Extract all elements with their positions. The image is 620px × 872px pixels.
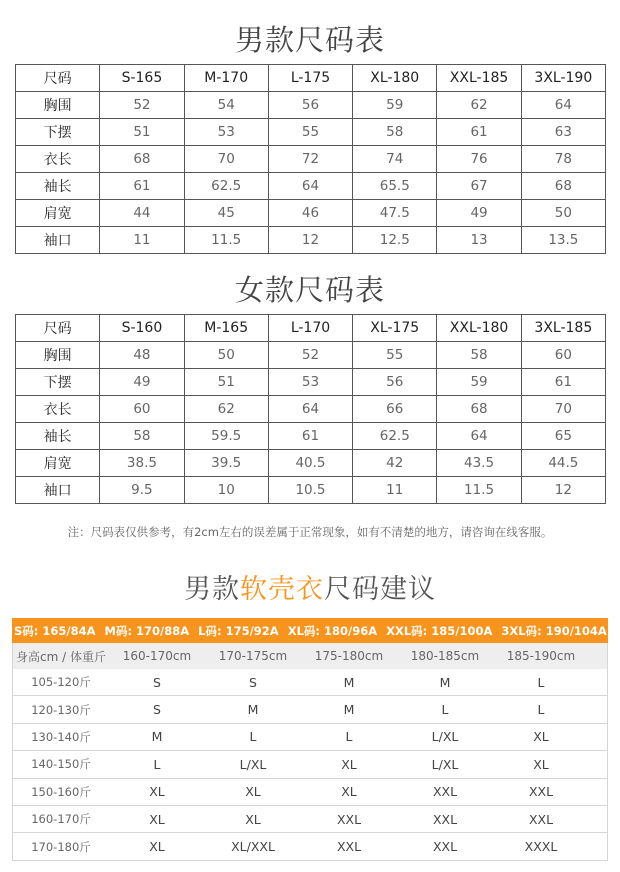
table-row	[16, 423, 606, 450]
table-cell: 10	[184, 477, 268, 504]
table-cell: S	[153, 702, 161, 718]
header-cell: XXL-180	[437, 315, 521, 342]
table-cell: 68	[437, 396, 521, 423]
table-cell: M	[247, 702, 259, 718]
row-label: 衣长	[16, 396, 100, 423]
table-cell: L	[153, 756, 161, 772]
table-cell: 53	[268, 369, 352, 396]
table-row	[16, 369, 606, 396]
table-cell: S	[153, 674, 161, 690]
table-row	[16, 477, 606, 504]
table-row	[13, 779, 607, 806]
table-cell: 51	[100, 119, 184, 146]
header-cell: M-165	[184, 315, 268, 342]
table-cell: XL	[245, 811, 261, 827]
table-cell: 65	[521, 423, 605, 450]
table-cell: 62	[184, 396, 268, 423]
table-cell: 61	[521, 369, 605, 396]
table-cell: XL	[149, 839, 165, 855]
table-row	[16, 227, 606, 254]
table-cell: M	[439, 674, 451, 690]
row-label: 105-120斤	[31, 675, 91, 690]
header-cell: L-170	[268, 315, 352, 342]
header-cell: 180-185cm	[410, 649, 480, 663]
table-cell: 52	[268, 342, 352, 369]
table-cell: 58	[353, 119, 437, 146]
table-cell: 60	[100, 396, 184, 423]
size-code: S码: 165/84A	[14, 623, 96, 638]
header-cell: 3XL-185	[521, 315, 605, 342]
header-cell: M-170	[184, 65, 268, 92]
size-code: XL码: 180/96A	[287, 623, 378, 638]
size-code: XXL码: 185/100A	[386, 623, 493, 638]
table-cell: 59	[353, 92, 437, 119]
header-cell: 尺码	[16, 65, 100, 92]
table-cell: L	[537, 702, 545, 718]
table-cell: XL	[533, 756, 549, 772]
row-label: 下摆	[16, 119, 100, 146]
header-cell: 身高cm / 体重斤	[16, 649, 106, 664]
table-row	[13, 669, 607, 696]
table-row	[16, 173, 606, 200]
recommendation-title	[0, 567, 620, 606]
header-cell: 160-170cm	[122, 649, 192, 663]
table-cell: 56	[353, 369, 437, 396]
table-cell: 62.5	[353, 423, 437, 450]
row-label: 160-170斤	[31, 812, 91, 827]
table-cell: 58	[437, 342, 521, 369]
table-row	[16, 146, 606, 173]
table-cell: 50	[184, 342, 268, 369]
row-label: 肩宽	[16, 450, 100, 477]
table-cell: 11.5	[184, 227, 268, 254]
table-cell: XL	[341, 784, 357, 800]
recommendation-title-highlight: 软壳衣	[240, 574, 324, 605]
table-row	[16, 450, 606, 477]
table-cell: 44	[100, 200, 184, 227]
size-code-bar	[12, 618, 608, 643]
women-size-table	[15, 314, 606, 504]
table-cell: 58	[100, 423, 184, 450]
header-cell: XXL-185	[437, 65, 521, 92]
table-cell: 72	[268, 146, 352, 173]
row-label: 140-150斤	[31, 757, 91, 772]
header-cell: 尺码	[16, 315, 100, 342]
table-cell: 13	[437, 227, 521, 254]
table-cell: XL	[341, 756, 357, 772]
women-size-title: 女款尺码表	[234, 273, 385, 307]
table-cell: 11.5	[437, 477, 521, 504]
table-cell: 12	[268, 227, 352, 254]
recommendation-section	[12, 618, 608, 861]
recommendation-title-post: 尺码建议	[324, 574, 436, 605]
table-cell: XXL	[336, 839, 362, 855]
header-cell: XL-180	[353, 65, 437, 92]
table-cell: 61	[437, 119, 521, 146]
table-cell: XXL	[432, 784, 458, 800]
size-code: L码: 175/92A	[198, 623, 279, 638]
header-cell: S-160	[100, 315, 184, 342]
table-cell: 49	[437, 200, 521, 227]
row-label: 袖长	[16, 173, 100, 200]
table-cell: 54	[184, 92, 268, 119]
table-cell: 61	[268, 423, 352, 450]
table-cell: XL/XXL	[231, 839, 275, 855]
table-cell: XXL	[528, 784, 554, 800]
men-size-title: 男款尺码表	[234, 23, 385, 57]
table-cell: 66	[353, 396, 437, 423]
table-row	[13, 751, 607, 778]
table-cell: 56	[268, 92, 352, 119]
table-cell: L/XL	[431, 729, 459, 745]
table-cell: 70	[184, 146, 268, 173]
table-cell: 52	[100, 92, 184, 119]
table-cell: 55	[268, 119, 352, 146]
table-cell: XXL	[432, 811, 458, 827]
row-label: 袖长	[16, 423, 100, 450]
row-label: 肩宽	[16, 200, 100, 227]
table-header-row	[16, 315, 606, 342]
table-cell: 64	[521, 92, 605, 119]
table-cell: L	[345, 729, 353, 745]
row-label: 130-140斤	[31, 729, 91, 744]
table-cell: 9.5	[100, 477, 184, 504]
table-row	[16, 119, 606, 146]
table-cell: 78	[521, 146, 605, 173]
table-cell: 65.5	[353, 173, 437, 200]
table-cell: L	[537, 674, 545, 690]
table-cell: 48	[100, 342, 184, 369]
table-cell: XXL	[432, 839, 458, 855]
table-cell: 61	[100, 173, 184, 200]
table-cell: XL	[149, 811, 165, 827]
table-cell: 67	[437, 173, 521, 200]
row-label: 胸围	[16, 92, 100, 119]
table-cell: 47.5	[353, 200, 437, 227]
table-row	[13, 724, 607, 751]
table-cell: M	[343, 674, 355, 690]
table-cell: 59	[437, 369, 521, 396]
header-cell: 170-175cm	[218, 649, 288, 663]
table-cell: XXXL	[524, 839, 558, 855]
table-cell: 38.5	[100, 450, 184, 477]
table-row	[13, 806, 607, 833]
recommendation-title-pre: 男款	[184, 574, 240, 605]
row-label: 衣长	[16, 146, 100, 173]
table-cell: 76	[437, 146, 521, 173]
table-cell: 55	[353, 342, 437, 369]
table-cell: M	[343, 702, 355, 718]
header-cell: 3XL-190	[521, 65, 605, 92]
table-row	[16, 200, 606, 227]
header-cell: S-165	[100, 65, 184, 92]
row-label: 袖口	[16, 227, 100, 254]
table-cell: XXL	[336, 811, 362, 827]
table-cell: 60	[521, 342, 605, 369]
table-cell: 68	[521, 173, 605, 200]
table-cell: 53	[184, 119, 268, 146]
table-cell: XXL	[528, 811, 554, 827]
row-label: 下摆	[16, 369, 100, 396]
table-cell: 59.5	[184, 423, 268, 450]
table-cell: S	[249, 674, 257, 690]
header-cell: XL-175	[353, 315, 437, 342]
table-cell: 11	[353, 477, 437, 504]
table-cell: 64	[268, 396, 352, 423]
table-cell: XL	[245, 784, 261, 800]
table-cell: 74	[353, 146, 437, 173]
row-label: 胸围	[16, 342, 100, 369]
table-cell: 51	[184, 369, 268, 396]
recommendation-header-row	[13, 643, 607, 669]
table-cell: L/XL	[239, 756, 267, 772]
header-cell: 185-190cm	[506, 649, 576, 663]
table-cell: 49	[100, 369, 184, 396]
table-header-row	[16, 65, 606, 92]
table-row	[16, 342, 606, 369]
table-cell: 12	[521, 477, 605, 504]
table-cell: 50	[521, 200, 605, 227]
size-note: 注：尺码表仅供参考，有2cm左右的误差属于正常现象，如有不清楚的地方，请咨询在线客服。	[67, 525, 553, 539]
row-label: 袖口	[16, 477, 100, 504]
table-cell: 43.5	[437, 450, 521, 477]
header-cell: 175-180cm	[314, 649, 384, 663]
table-cell: 68	[100, 146, 184, 173]
table-cell: 13.5	[521, 227, 605, 254]
table-cell: L	[249, 729, 257, 745]
table-row	[13, 833, 607, 860]
table-cell: 63	[521, 119, 605, 146]
table-cell: XL	[533, 729, 549, 745]
table-cell: 62.5	[184, 173, 268, 200]
table-cell: 46	[268, 200, 352, 227]
size-code: M码: 170/88A	[104, 623, 190, 638]
table-row	[16, 92, 606, 119]
table-cell: XL	[149, 784, 165, 800]
row-label: 170-180斤	[31, 839, 91, 854]
table-cell: 62	[437, 92, 521, 119]
row-label: 150-160斤	[31, 784, 91, 799]
table-cell: 64	[268, 173, 352, 200]
table-cell: 64	[437, 423, 521, 450]
table-cell: 11	[100, 227, 184, 254]
table-cell: 70	[521, 396, 605, 423]
size-code: 3XL码: 190/104A	[501, 623, 607, 638]
recommendation-table	[12, 643, 608, 861]
table-cell: 42	[353, 450, 437, 477]
table-row	[16, 396, 606, 423]
header-cell: L-175	[268, 65, 352, 92]
table-cell: L	[441, 702, 449, 718]
row-label: 120-130斤	[31, 702, 91, 717]
table-cell: 12.5	[353, 227, 437, 254]
men-size-table	[15, 64, 606, 254]
table-cell: 10.5	[268, 477, 352, 504]
table-row	[13, 696, 607, 723]
table-cell: 44.5	[521, 450, 605, 477]
table-cell: M	[151, 729, 163, 745]
table-cell: 45	[184, 200, 268, 227]
table-cell: 40.5	[268, 450, 352, 477]
table-cell: 39.5	[184, 450, 268, 477]
table-cell: L/XL	[431, 756, 459, 772]
